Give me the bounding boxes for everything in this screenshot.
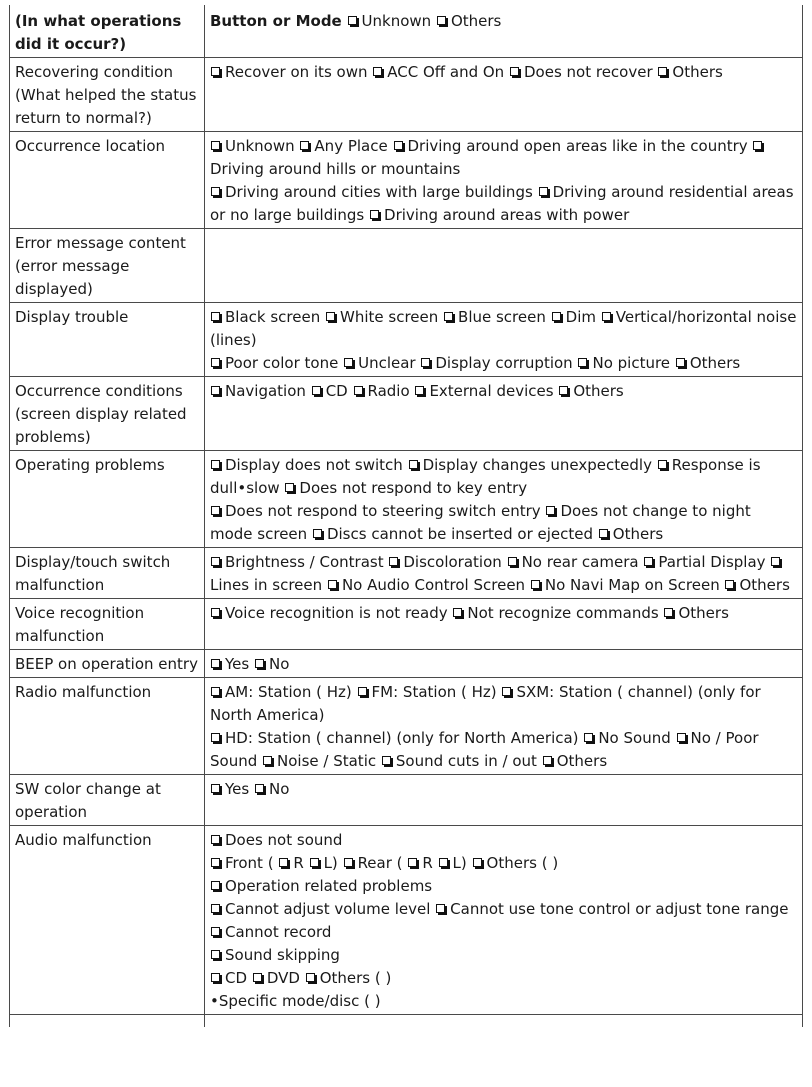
option-text: Others (739, 576, 790, 594)
option-text: R (422, 854, 433, 872)
row-options (205, 775, 803, 826)
checkbox-icon[interactable] (211, 386, 220, 395)
option-text: Does not sound (225, 831, 343, 849)
option-line (210, 135, 798, 181)
option-text: CD (225, 969, 248, 987)
checkbox-icon[interactable] (531, 580, 540, 589)
option-text: Cannot adjust volume level (225, 900, 431, 918)
option-text: No (269, 780, 290, 798)
option-line (210, 10, 798, 33)
option-text: Sound cuts in / out (395, 752, 537, 770)
option-line (210, 500, 798, 546)
option-text: ACC Off and On (387, 63, 505, 81)
checkbox-icon[interactable] (344, 858, 353, 867)
check-sheet-row (10, 548, 803, 599)
checkbox-icon[interactable] (211, 67, 220, 76)
option-text: No Navi Map on Screen (544, 576, 720, 594)
checkbox-icon[interactable] (306, 973, 315, 982)
row-options (205, 548, 803, 599)
trailing-cell (205, 1015, 803, 1028)
checkbox-icon[interactable] (373, 67, 382, 76)
option-text: Operation related problems (225, 877, 433, 895)
option-text: Noise / Static (277, 752, 377, 770)
option-text: Navigation (225, 382, 306, 400)
option-text: Any Place (314, 137, 388, 155)
option-line (210, 990, 798, 1013)
checkbox-icon[interactable] (211, 557, 220, 566)
checkbox-icon[interactable] (437, 16, 446, 25)
checkbox-icon[interactable] (543, 756, 552, 765)
row-label: Radio malfunction (10, 678, 205, 775)
checkbox-icon[interactable] (559, 386, 568, 395)
row-options (205, 229, 803, 303)
option-text: Black screen (225, 308, 321, 326)
checkbox-icon[interactable] (211, 659, 220, 668)
checkbox-icon[interactable] (211, 733, 220, 742)
option-text: Others (450, 12, 502, 30)
checkbox-icon[interactable] (211, 927, 220, 936)
checkbox-icon[interactable] (415, 386, 424, 395)
checkbox-icon[interactable] (211, 973, 220, 982)
checkbox-icon[interactable] (677, 733, 686, 742)
option-text: CD (325, 382, 348, 400)
option-text: L) (452, 854, 467, 872)
option-text: Driving around open areas like in the country (407, 137, 748, 155)
checkbox-icon[interactable] (348, 16, 357, 25)
checkbox-icon[interactable] (602, 312, 611, 321)
option-line (210, 944, 798, 967)
checkbox-icon[interactable] (211, 881, 220, 890)
option-line (210, 61, 798, 84)
checkbox-icon[interactable] (326, 312, 335, 321)
option-text: Does not change to night mode screen (210, 502, 751, 543)
option-text: Others (672, 63, 723, 81)
row-options (205, 58, 803, 132)
checkbox-icon[interactable] (255, 784, 264, 793)
option-text: Driving around cities with large buildings (225, 183, 533, 201)
check-sheet-row (10, 5, 803, 58)
option-line (210, 778, 798, 801)
checkbox-icon[interactable] (502, 687, 511, 696)
option-text: Display corruption (435, 354, 573, 372)
checkbox-icon[interactable] (725, 580, 734, 589)
checkbox-icon[interactable] (328, 580, 337, 589)
row-options (205, 599, 803, 650)
checkbox-icon[interactable] (676, 358, 685, 367)
checkbox-icon[interactable] (211, 687, 220, 696)
check-sheet-row (10, 58, 803, 132)
option-text: Others ( ) (486, 854, 559, 872)
option-text: No rear camera (521, 553, 639, 571)
check-sheet-row (10, 303, 803, 377)
option-text: Yes (225, 780, 250, 798)
checkbox-icon[interactable] (409, 460, 418, 469)
option-text: AM: Station ( Hz) (225, 683, 352, 701)
option-text: Display does not switch (225, 456, 403, 474)
option-text: Unknown (225, 137, 295, 155)
trailing-row (10, 1015, 803, 1028)
option-line (210, 181, 798, 227)
checkbox-icon[interactable] (599, 529, 608, 538)
option-text: SXM: Station ( channel) (only for North America) (210, 683, 761, 724)
option-text: Not recognize commands (467, 604, 659, 622)
checkbox-icon[interactable] (644, 557, 653, 566)
option-text: Blue screen (458, 308, 546, 326)
checkbox-icon[interactable] (211, 784, 220, 793)
checkbox-icon[interactable] (453, 608, 462, 617)
option-text: R (293, 854, 304, 872)
checkbox-icon[interactable] (510, 67, 519, 76)
checkbox-icon[interactable] (539, 187, 548, 196)
row-label: Recovering condition (What helped the status return to normal?) (10, 58, 205, 132)
checkbox-icon[interactable] (658, 67, 667, 76)
row-label: (In what operations did it occur?) (10, 5, 205, 58)
checkbox-icon[interactable] (211, 904, 220, 913)
checkbox-icon[interactable] (211, 858, 220, 867)
check-sheet-body (10, 5, 803, 1027)
checkbox-icon[interactable] (408, 858, 417, 867)
option-text: Brightness / Contrast (225, 553, 384, 571)
option-text: FM: Station ( Hz) (371, 683, 497, 701)
row-options (205, 132, 803, 229)
row-options (205, 678, 803, 775)
checkbox-icon[interactable] (279, 858, 288, 867)
checkbox-icon[interactable] (211, 835, 220, 844)
check-sheet-row (10, 599, 803, 650)
option-text: Front ( (225, 854, 274, 872)
option-text: Discs cannot be inserted or ejected (326, 525, 594, 543)
option-text: Poor color tone (225, 354, 339, 372)
option-text: Vertical/horizontal noise (lines) (210, 308, 797, 349)
row-label: Error message content (error message displayed) (10, 229, 205, 303)
check-sheet-row (10, 132, 803, 229)
row-options (205, 377, 803, 451)
checkbox-icon[interactable] (436, 904, 445, 913)
checkbox-icon[interactable] (370, 210, 379, 219)
row-label: Operating problems (10, 451, 205, 548)
option-text: Others (678, 604, 729, 622)
row-label: Occurrence location (10, 132, 205, 229)
row-label: Voice recognition malfunction (10, 599, 205, 650)
option-text: Display changes unexpectedly (422, 456, 652, 474)
option-text: Others (556, 752, 608, 770)
option-text: Does not respond to steering switch entry (225, 502, 541, 520)
checkbox-icon[interactable] (664, 608, 673, 617)
option-text: •Specific mode/disc ( ) (210, 992, 381, 1010)
option-line (210, 852, 798, 875)
diagnostic-check-sheet (9, 5, 803, 1027)
check-sheet-row (10, 826, 803, 1015)
check-sheet-row (10, 678, 803, 775)
option-text: Response is dull•slow (210, 456, 761, 497)
checkbox-icon[interactable] (211, 141, 220, 150)
checkbox-icon[interactable] (211, 460, 220, 469)
option-text: Driving around areas with power (384, 206, 630, 224)
option-text: No / Poor Sound (210, 729, 759, 770)
option-text: Unknown (361, 12, 432, 30)
row-label: BEEP on operation entry (10, 650, 205, 678)
option-text: Does not recover (523, 63, 653, 81)
checkbox-icon[interactable] (312, 386, 321, 395)
checkbox-icon[interactable] (211, 358, 220, 367)
option-line (210, 352, 798, 375)
option-text: Sound skipping (225, 946, 340, 964)
option-text: External devices (429, 382, 554, 400)
option-text: Unclear (358, 354, 416, 372)
trailing-cell (10, 1015, 205, 1028)
row-options (205, 451, 803, 548)
option-text: Does not respond to key entry (299, 479, 528, 497)
checkbox-icon[interactable] (444, 312, 453, 321)
checkbox-icon[interactable] (285, 483, 294, 492)
option-line (210, 875, 798, 898)
checkbox-icon[interactable] (508, 557, 517, 566)
option-line (210, 306, 798, 352)
row-options (205, 826, 803, 1015)
option-line (210, 727, 798, 773)
row-options (205, 650, 803, 678)
checkbox-icon[interactable] (658, 460, 667, 469)
check-sheet-row (10, 650, 803, 678)
checkbox-icon[interactable] (389, 557, 398, 566)
checkbox-icon[interactable] (253, 973, 262, 982)
checkbox-icon[interactable] (211, 187, 220, 196)
option-text: Cannot use tone control or adjust tone range (450, 900, 789, 918)
option-text: Yes (225, 655, 250, 673)
row-label: Display trouble (10, 303, 205, 377)
option-text: Cannot record (225, 923, 332, 941)
option-line (210, 967, 798, 990)
checkbox-icon[interactable] (439, 858, 448, 867)
row-label: SW color change at operation (10, 775, 205, 826)
option-text: No (269, 655, 290, 673)
option-line (210, 551, 798, 597)
option-line (210, 380, 798, 403)
option-text: HD: Station ( channel) (only for North America) (225, 729, 579, 747)
option-text: No picture (592, 354, 671, 372)
checkbox-icon[interactable] (552, 312, 561, 321)
option-text: Recover on its own (225, 63, 368, 81)
checkbox-icon[interactable] (578, 358, 587, 367)
option-line (210, 454, 798, 500)
row-options (205, 303, 803, 377)
checkbox-icon[interactable] (358, 687, 367, 696)
option-text: No Audio Control Screen (341, 576, 526, 594)
option-text: Driving around hills or mountains (210, 160, 461, 178)
check-sheet-row (10, 451, 803, 548)
checkbox-icon[interactable] (344, 358, 353, 367)
option-text: Button or Mode (210, 12, 342, 30)
option-text: Others (612, 525, 664, 543)
checkbox-icon[interactable] (473, 858, 482, 867)
checkbox-icon[interactable] (211, 950, 220, 959)
option-text: Others (573, 382, 624, 400)
row-label: Occurrence conditions (screen display related problems) (10, 377, 205, 451)
checkbox-icon[interactable] (211, 312, 220, 321)
checkbox-icon[interactable] (394, 141, 403, 150)
checkbox-icon[interactable] (354, 386, 363, 395)
checkbox-icon[interactable] (310, 858, 319, 867)
option-text: Others (689, 354, 741, 372)
option-text: White screen (340, 308, 439, 326)
option-text: Lines in screen (210, 576, 323, 594)
option-text: Driving around residential areas or no large buildings (210, 183, 794, 224)
option-text: Partial Display (658, 553, 766, 571)
option-line (210, 829, 798, 852)
check-sheet-row (10, 377, 803, 451)
option-line (210, 653, 798, 676)
option-line (210, 898, 798, 944)
check-sheet-row (10, 229, 803, 303)
checkbox-icon[interactable] (584, 733, 593, 742)
check-sheet-row (10, 775, 803, 826)
checkbox-icon[interactable] (263, 756, 272, 765)
option-text: Others ( ) (319, 969, 392, 987)
checkbox-icon[interactable] (382, 756, 391, 765)
row-options (205, 5, 803, 58)
option-line (210, 681, 798, 727)
option-line (210, 602, 798, 625)
checkbox-icon[interactable] (211, 608, 220, 617)
checkbox-icon[interactable] (546, 506, 555, 515)
checkbox-icon[interactable] (313, 529, 322, 538)
option-text: Discoloration (403, 553, 502, 571)
checkbox-icon[interactable] (255, 659, 264, 668)
row-label: Display/touch switch malfunction (10, 548, 205, 599)
option-text: Radio (367, 382, 410, 400)
option-text: Voice recognition is not ready (225, 604, 448, 622)
row-label: Audio malfunction (10, 826, 205, 1015)
checkbox-icon[interactable] (421, 358, 430, 367)
checkbox-icon[interactable] (771, 557, 780, 566)
option-text: No Sound (598, 729, 671, 747)
option-text: DVD (266, 969, 300, 987)
checkbox-icon[interactable] (300, 141, 309, 150)
option-text: L) (323, 854, 338, 872)
checkbox-icon[interactable] (753, 141, 762, 150)
option-text: Rear ( (357, 854, 403, 872)
checkbox-icon[interactable] (211, 506, 220, 515)
option-text: Dim (565, 308, 596, 326)
